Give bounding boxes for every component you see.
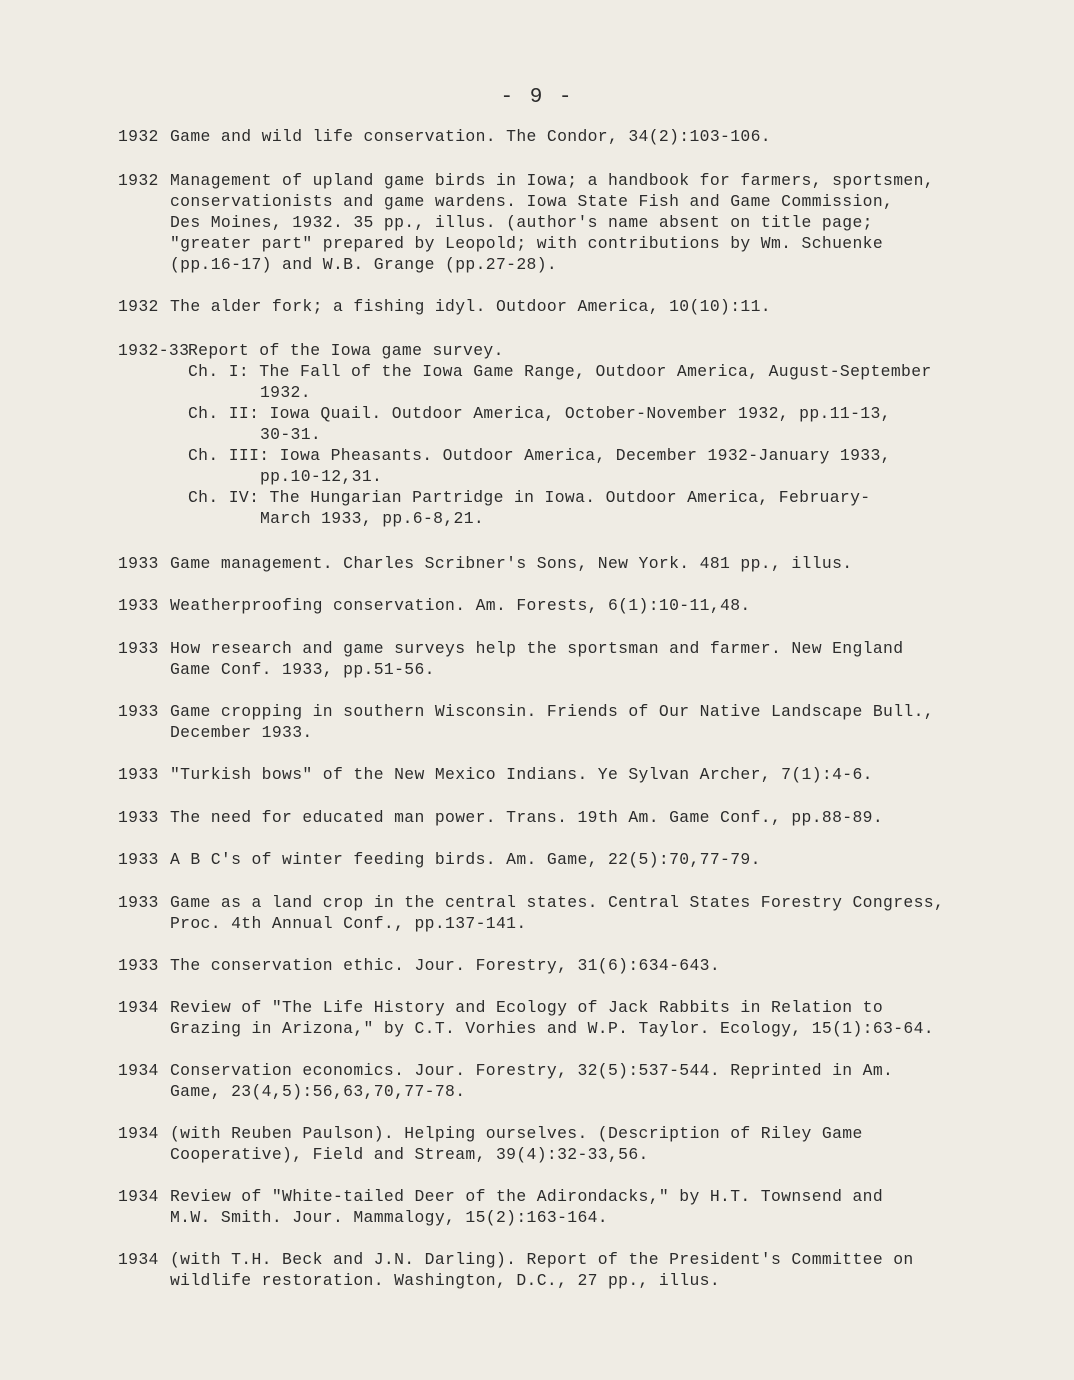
bibliography-entry: [118, 126, 771, 147]
entry-year: 1933: [118, 596, 159, 615]
entry-line: (pp.16-17) and W.B. Grange (pp.27-28).: [170, 255, 558, 274]
entry-year: 1932: [118, 171, 159, 190]
bibliography-entry: [118, 595, 751, 616]
entry-year: 1933: [118, 639, 159, 658]
bibliography-entry: [118, 1249, 914, 1291]
entry-line: Game management. Charles Scribner's Sons, New York. 481 pp., illus.: [170, 554, 853, 573]
chapter-entry: [118, 445, 932, 487]
entry-year: 1933: [118, 808, 159, 827]
bibliography-entry: [118, 296, 771, 317]
entry-line: Proc. 4th Annual Conf., pp.137-141.: [170, 914, 527, 933]
entry-year: 1933: [118, 893, 159, 912]
chapter-entry: [118, 487, 932, 529]
bibliography-entry: [118, 1123, 863, 1165]
entry-line: Weatherproofing conservation. Am. Forests, 6(1):10-11,48.: [170, 596, 751, 615]
entry-line: A B C's of winter feeding birds. Am. Game, 22(5):70,77-79.: [170, 850, 761, 869]
chapter-entry: [118, 403, 932, 445]
bibliography-entry: [118, 170, 934, 275]
entry-line: Des Moines, 1932. 35 pp., illus. (author's name absent on title page;: [170, 213, 873, 232]
bibliography-entry: [118, 997, 934, 1039]
entry-line: M.W. Smith. Jour. Mammalogy, 15(2):163-164.: [170, 1208, 608, 1227]
bibliography-entry: [118, 340, 932, 529]
entry-year: 1932-33: [118, 341, 190, 360]
entry-line: Review of "The Life History and Ecology of Jack Rabbits in Relation to: [170, 998, 884, 1017]
chapter-line: 1932.: [260, 383, 311, 402]
bibliography-entry: [118, 955, 720, 976]
entry-line: Review of "White-tailed Deer of the Adirondacks," by H.T. Townsend and: [170, 1187, 884, 1206]
entry-line: "greater part" prepared by Leopold; with contributions by Wm. Schuenke: [170, 234, 884, 253]
entry-year: 1934: [118, 1061, 159, 1080]
chapter-line: Ch. III: Iowa Pheasants. Outdoor America, December 1932-January 1933,: [188, 446, 891, 465]
entry-line: The alder fork; a fishing idyl. Outdoor America, 10(10):11.: [170, 297, 771, 316]
chapter-line: Ch. IV: The Hungarian Partridge in Iowa. Outdoor America, February-: [188, 488, 871, 507]
entry-line: The need for educated man power. Trans. 19th Am. Game Conf., pp.88-89.: [170, 808, 884, 827]
entry-line: Game as a land crop in the central states. Central States Forestry Congress,: [170, 893, 945, 912]
entry-year: 1932: [118, 297, 159, 316]
entry-year: 1934: [118, 1124, 159, 1143]
entry-line: Game and wild life conservation. The Condor, 34(2):103-106.: [170, 127, 771, 146]
entry-line: Report of the Iowa game survey.: [188, 341, 504, 360]
entry-line: Game Conf. 1933, pp.51-56.: [170, 660, 435, 679]
entry-year: 1932: [118, 127, 159, 146]
bibliography-entry: [118, 892, 944, 934]
entry-line: "Turkish bows" of the New Mexico Indians. Ye Sylvan Archer, 7(1):4-6.: [170, 765, 873, 784]
entry-line: Cooperative), Field and Stream, 39(4):32-33,56.: [170, 1145, 649, 1164]
entry-year: 1933: [118, 765, 159, 784]
entry-line: Game cropping in southern Wisconsin. Friends of Our Native Landscape Bull.,: [170, 702, 934, 721]
entry-year: 1934: [118, 1250, 159, 1269]
bibliography-entry: [118, 701, 934, 743]
entry-line: Grazing in Arizona," by C.T. Vorhies and W.P. Taylor. Ecology, 15(1):63-64.: [170, 1019, 934, 1038]
entry-year: 1933: [118, 554, 159, 573]
entry-line: December 1933.: [170, 723, 313, 742]
chapter-entry: [118, 361, 932, 403]
bibliography-entry: [118, 1186, 883, 1228]
entry-year: 1933: [118, 850, 159, 869]
chapter-line: Ch. I: The Fall of the Iowa Game Range, Outdoor America, August-September: [188, 362, 932, 381]
bibliography-entry: [118, 849, 761, 870]
entry-line: Conservation economics. Jour. Forestry, 32(5):537-544. Reprinted in Am.: [170, 1061, 894, 1080]
bibliography-entry: [118, 764, 873, 785]
entry-line: wildlife restoration. Washington, D.C., 27 pp., illus.: [170, 1271, 721, 1290]
entry-year: 1933: [118, 956, 159, 975]
entry-line: How research and game surveys help the sportsman and farmer. New England: [170, 639, 904, 658]
entry-year: 1933: [118, 702, 159, 721]
entry-line: (with T.H. Beck and J.N. Darling). Report of the President's Committee on: [170, 1250, 914, 1269]
entry-line: Game, 23(4,5):56,63,70,77-78.: [170, 1082, 466, 1101]
entry-year: 1934: [118, 1187, 159, 1206]
page-number: - 9 -: [500, 86, 574, 109]
chapter-line: March 1933, pp.6-8,21.: [260, 509, 485, 528]
entry-line: The conservation ethic. Jour. Forestry, 31(6):634-643.: [170, 956, 721, 975]
bibliography-entry: [118, 638, 903, 680]
chapter-line: pp.10-12,31.: [260, 467, 383, 486]
chapter-line: 30-31.: [260, 425, 322, 444]
entry-line: conservationists and game wardens. Iowa State Fish and Game Commission,: [170, 192, 894, 211]
entry-year: 1934: [118, 998, 159, 1017]
chapter-line: Ch. II: Iowa Quail. Outdoor America, October-November 1932, pp.11-13,: [188, 404, 891, 423]
bibliography-entry: [118, 1060, 893, 1102]
bibliography-entry: [118, 807, 883, 828]
entry-line: (with Reuben Paulson). Helping ourselves. (Description of Riley Game: [170, 1124, 863, 1143]
bibliography-entry: [118, 553, 852, 574]
entry-line: Management of upland game birds in Iowa; a handbook for farmers, sportsmen,: [170, 171, 934, 190]
